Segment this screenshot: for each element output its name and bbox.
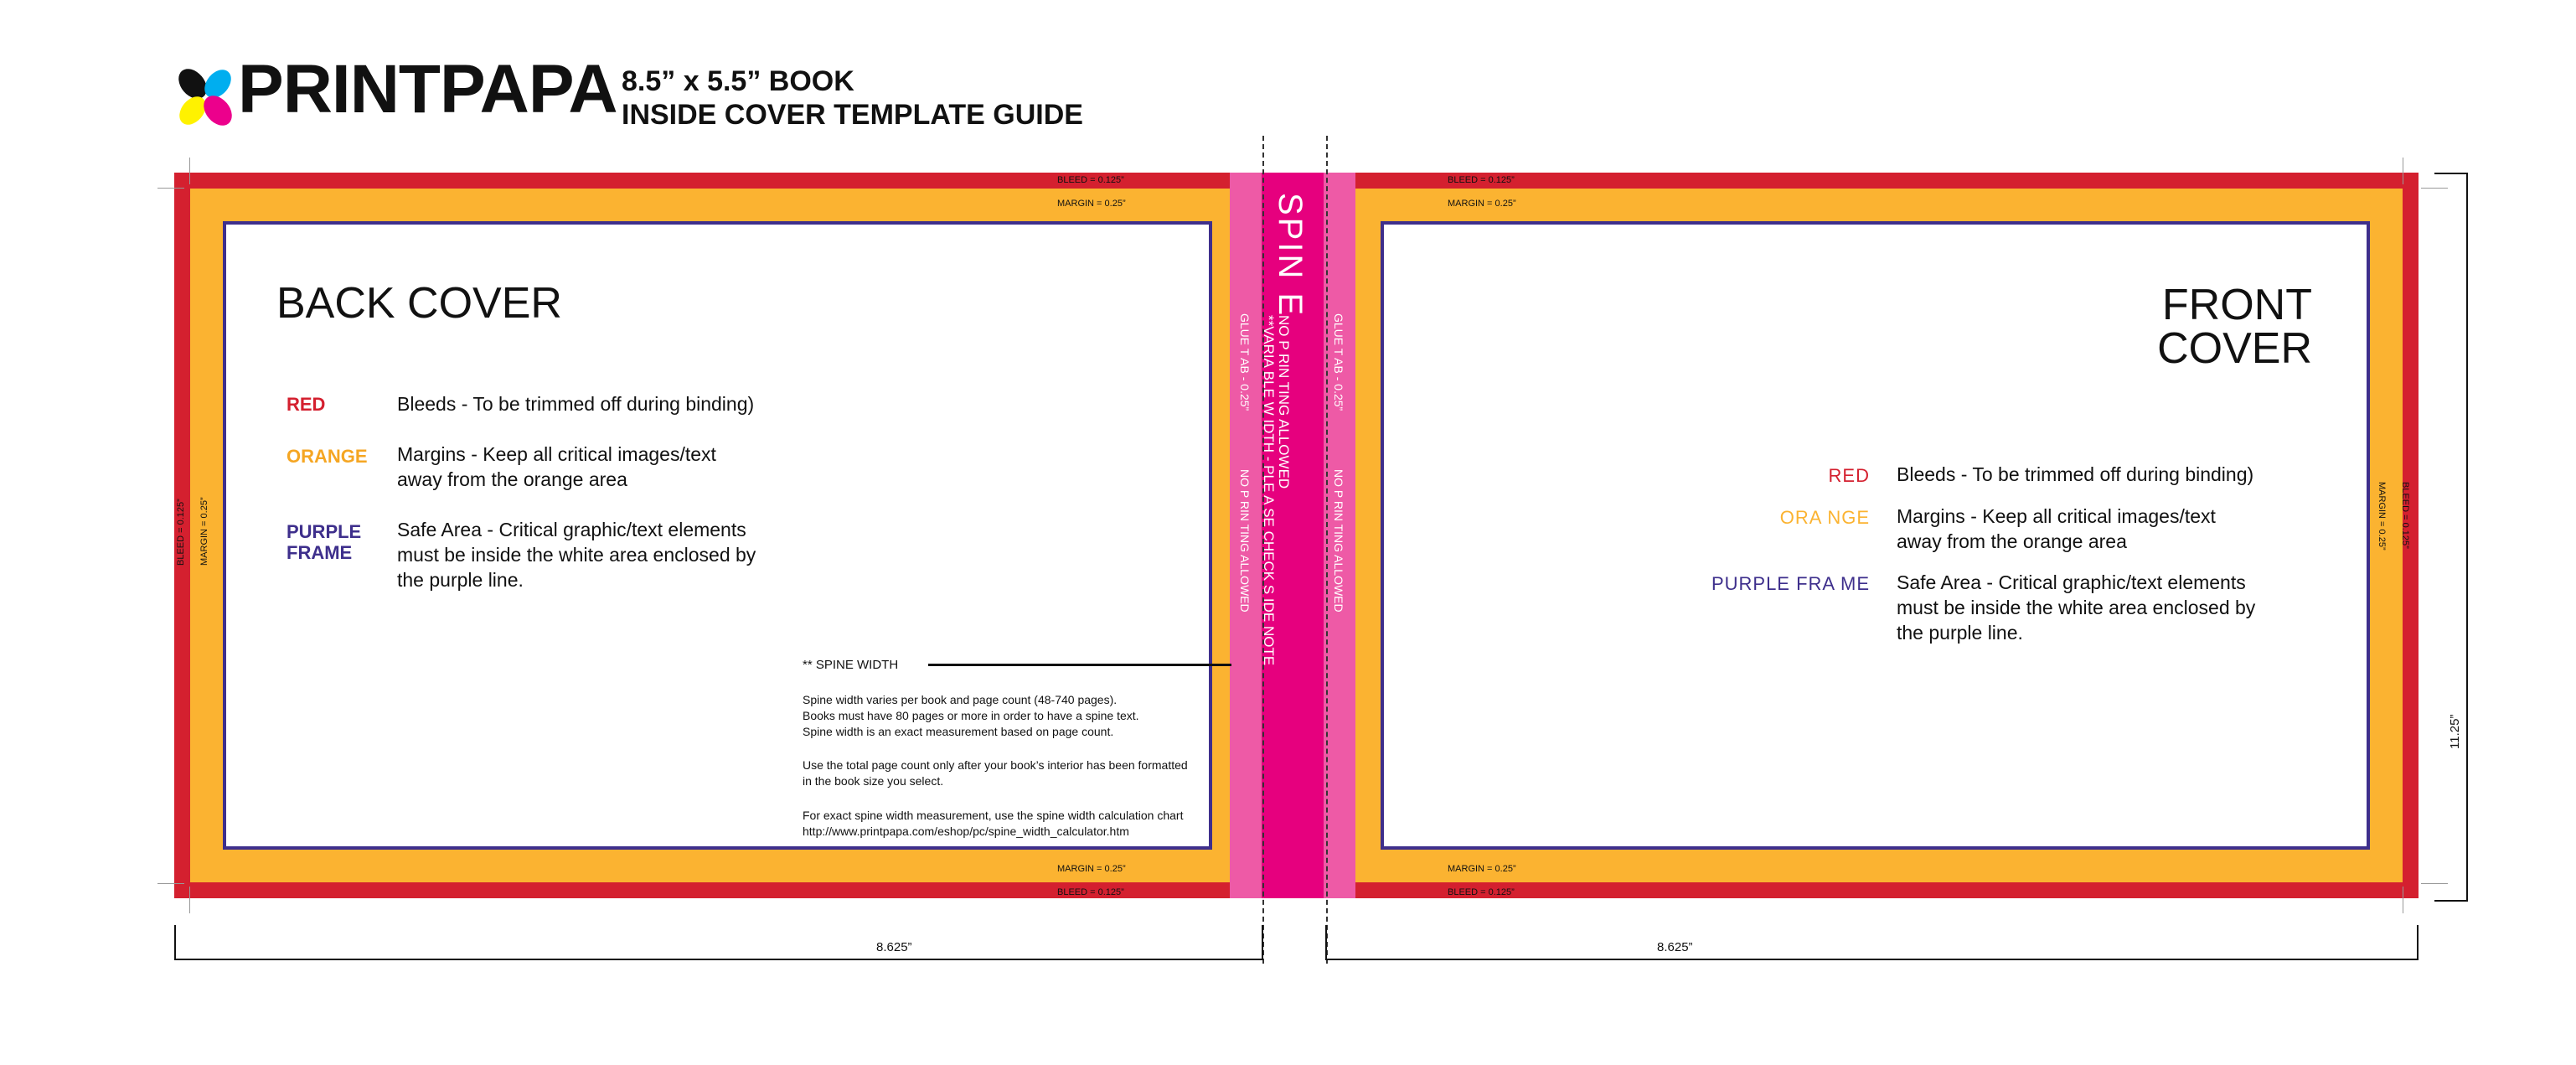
bleed-label-left-side: BLEED = 0.125”	[176, 499, 186, 566]
margin-label-right-side: MARGIN = 0.25”	[2377, 482, 2387, 551]
glue-tab-right-no-print: NO P RIN TING ALLOWED	[1332, 469, 1345, 613]
spine-width-pointer-line	[928, 664, 1231, 666]
bleed-label-back-top: BLEED = 0.125”	[1057, 175, 1124, 185]
glue-tab-right-label: GLUE T AB - 0.25”	[1332, 313, 1345, 411]
dimension-tick	[2417, 925, 2419, 960]
crop-mark	[189, 158, 190, 184]
margin-label-left-side: MARGIN = 0.25”	[199, 497, 209, 566]
front-legend-desc-orange: Margins - Keep all critical images/text away from the orange area	[1897, 505, 2216, 552]
dimension-tick	[1262, 925, 1263, 960]
back-legend-desc-red: Bleeds - To be trimmed off during binding)	[397, 393, 755, 415]
crop-mark	[2421, 883, 2448, 884]
dimension-line-back	[174, 959, 1263, 960]
glue-tab-left-no-print: NO P RIN TING ALLOWED	[1238, 469, 1252, 613]
fold-line-right	[1326, 136, 1328, 964]
front-legend-desc-purple: Safe Area - Critical graphic/text elements must be inside the white area enclosed by the purple line.	[1897, 571, 2256, 644]
back-legend-desc-purple: Safe Area - Critical graphic/text elements must be inside the white area enclosed by the purple line.	[397, 519, 756, 591]
back-legend-desc-orange: Margins - Keep all critical images/text away from the orange area	[397, 443, 716, 490]
margin-label-front-bottom: MARGIN = 0.25”	[1448, 864, 1516, 874]
bleed-label-right-side: BLEED = 0.125”	[2400, 482, 2410, 549]
margin-label-back-bottom: MARGIN = 0.25”	[1057, 864, 1126, 874]
back-cover-title: BACK COVER	[276, 279, 562, 328]
spine-note-5: in the book size you select.	[803, 774, 944, 788]
back-legend-key-purple: PURPLE FRAME	[287, 521, 362, 563]
crop-mark	[2421, 188, 2448, 189]
glue-tab-left	[1230, 173, 1262, 898]
bleed-label-front-top: BLEED = 0.125”	[1448, 175, 1515, 185]
bleed-label-front-bottom: BLEED = 0.125”	[1448, 887, 1515, 897]
front-legend-key-red: RED	[1828, 465, 1870, 486]
glue-tab-left-label: GLUE T AB - 0.25”	[1238, 313, 1252, 411]
spine-note-3: Spine width is an exact measurement based on page count.	[803, 725, 1114, 738]
dimension-height: 11.25”	[2448, 714, 2462, 749]
spine-note-4: Use the total page count only after your book’s interior has been formatted	[803, 758, 1188, 772]
spine-note-6: For exact spine width measurement, use the spine width calculation chart	[803, 809, 1184, 822]
spine-title: SPIN E	[1272, 193, 1309, 318]
fold-line-left	[1262, 136, 1264, 964]
back-legend-key-orange: ORANGE	[287, 446, 368, 467]
front-cover-title: FRONT COVER	[2157, 281, 2312, 373]
dimension-width-back: 8.625”	[876, 940, 912, 954]
margin-label-back-top: MARGIN = 0.25”	[1057, 199, 1126, 209]
spine-calculator-link[interactable]: http://www.printpapa.com/eshop/pc/spine_width_calculator.htm	[803, 825, 1129, 838]
spine-note-2: Books must have 80 pages or more in order to have a spine text.	[803, 709, 1139, 722]
margin-label-front-top: MARGIN = 0.25”	[1448, 199, 1516, 209]
back-legend-key-red: RED	[287, 394, 326, 415]
crop-mark	[189, 887, 190, 913]
dimension-tick	[174, 925, 176, 960]
spine-note-1: Spine width varies per book and page count (48-740 pages).	[803, 693, 1118, 706]
crop-mark	[157, 188, 184, 189]
dimension-tick	[2434, 173, 2468, 174]
spine-width-label: ** SPINE WIDTH	[803, 658, 899, 672]
template-title-line1: 8.5” x 5.5” BOOK	[622, 65, 854, 97]
front-legend-key-purple: PURPLE FRA ME	[1711, 573, 1870, 594]
dimension-width-front: 8.625”	[1657, 940, 1693, 954]
spine-variable-width-note: **VARIA BLE W IDTH - PLE A SE CHECK S IDE NOTE	[1261, 315, 1277, 666]
template-title-line2: INSIDE COVER TEMPLATE GUIDE	[622, 99, 1083, 131]
dimension-tick	[1325, 925, 1327, 960]
crop-mark	[157, 883, 184, 884]
dimension-line-front	[1325, 959, 2419, 960]
dimension-line-height	[2466, 173, 2468, 902]
spine-no-printing: NO P RIN TING ALLOWED	[1276, 315, 1292, 489]
front-legend-desc-red: Bleeds - To be trimmed off during binding)	[1897, 463, 2254, 485]
bleed-label-back-bottom: BLEED = 0.125”	[1057, 887, 1124, 897]
glue-tab-right	[1324, 173, 1355, 898]
printpapa-logo-icon	[174, 64, 241, 131]
brand-name: PRINTPAPA	[238, 51, 617, 127]
front-legend-key-orange: ORA NGE	[1779, 507, 1870, 528]
dimension-tick	[2434, 900, 2468, 902]
spine-area	[1262, 173, 1324, 898]
